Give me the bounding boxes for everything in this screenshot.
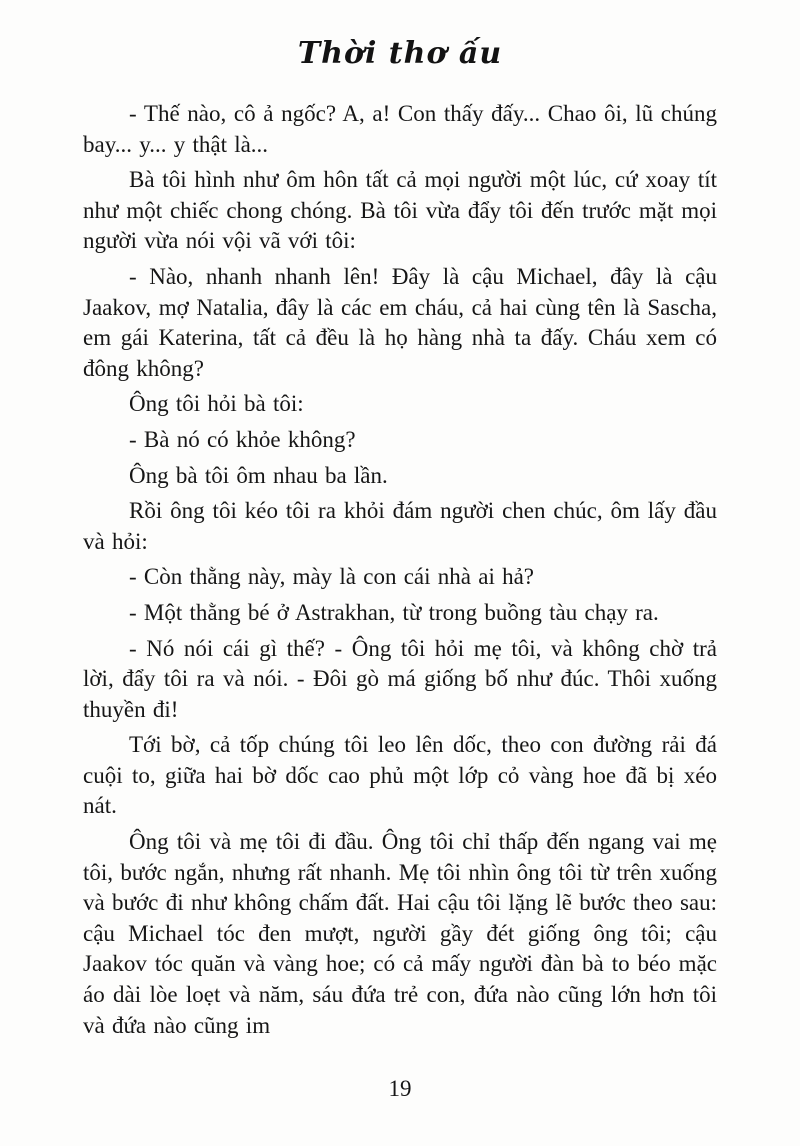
- page-number: 19: [388, 1076, 412, 1101]
- paragraph-8: - Còn thằng này, mày là con cái nhà ai hả?: [129, 564, 535, 590]
- paragraph-12: Ông tôi và mẹ tôi đi đầu. Ông tôi chỉ thấp đến ngang vai mẹ tôi, bước ngắn, nhưng rất nhanh. Mẹ tôi nhìn ông tôi từ trên xuống và bước đi như không chấm đất. Hai cậu tôi lặng lẽ bước theo sau: cậu Michael tóc đen mượt, người gầy đét giống ông tôi; cậu Jaakov tóc quăn và vàng hoe; có cả mấy người đàn bà to béo mặc áo dài lòe loẹt và năm, sáu đứa trẻ con, đứa nào cũng lớn hơn tôi và đứa nào cũng im: [83, 829, 717, 1038]
- paragraph-9: - Một thằng bé ở Astrakhan, từ trong buồng tàu chạy ra.: [129, 599, 659, 625]
- text-block: [83, 99, 717, 1046]
- paragraph-3: - Nào, nhanh nhanh lên! Đây là cậu Michael, đây là cậu Jaakov, mợ Natalia, đây là các em cháu, cả hai cùng tên là Sascha, em gái Katerina, tất cả đều là họ hàng nhà ta đấy. Cháu xem có đông không?: [83, 263, 717, 381]
- paragraph-10: - Nó nói cái gì thế? - Ông tôi hỏi mẹ tôi, và không chờ trả lời, đẩy tôi ra và nói. - Đôi gò má giống bố như đúc. Thôi xuống thuyền đi!: [83, 635, 717, 722]
- paragraph-1: - Thế nào, cô ả ngốc? A, a! Con thấy đấy... Chao ôi, lũ chúng bay... y... y thật là...: [83, 101, 717, 157]
- paragraph-7: Rồi ông tôi kéo tôi ra khỏi đám người chen chúc, ôm lấy đầu và hỏi:: [83, 498, 717, 554]
- paragraph-6: Ông bà tôi ôm nhau ba lần.: [129, 462, 388, 488]
- paragraph-2: Bà tôi hình như ôm hôn tất cả mọi người một lúc, cứ xoay tít như một chiếc chong chóng. Bà tôi vừa đẩy tôi đến trước mặt mọi người vừa nói vội vã với tôi:: [83, 167, 717, 254]
- paragraph-4: Ông tôi hỏi bà tôi:: [129, 391, 304, 417]
- paragraph-11: Tới bờ, cả tốp chúng tôi leo lên dốc, theo con đường rải đá cuội to, giữa hai bờ dốc cao phủ một lớp cỏ vàng hoe đã bị xéo nát.: [83, 732, 717, 819]
- paragraph-5: - Bà nó có khỏe không?: [129, 426, 356, 452]
- running-header-title: Thời thơ ấu: [297, 36, 503, 71]
